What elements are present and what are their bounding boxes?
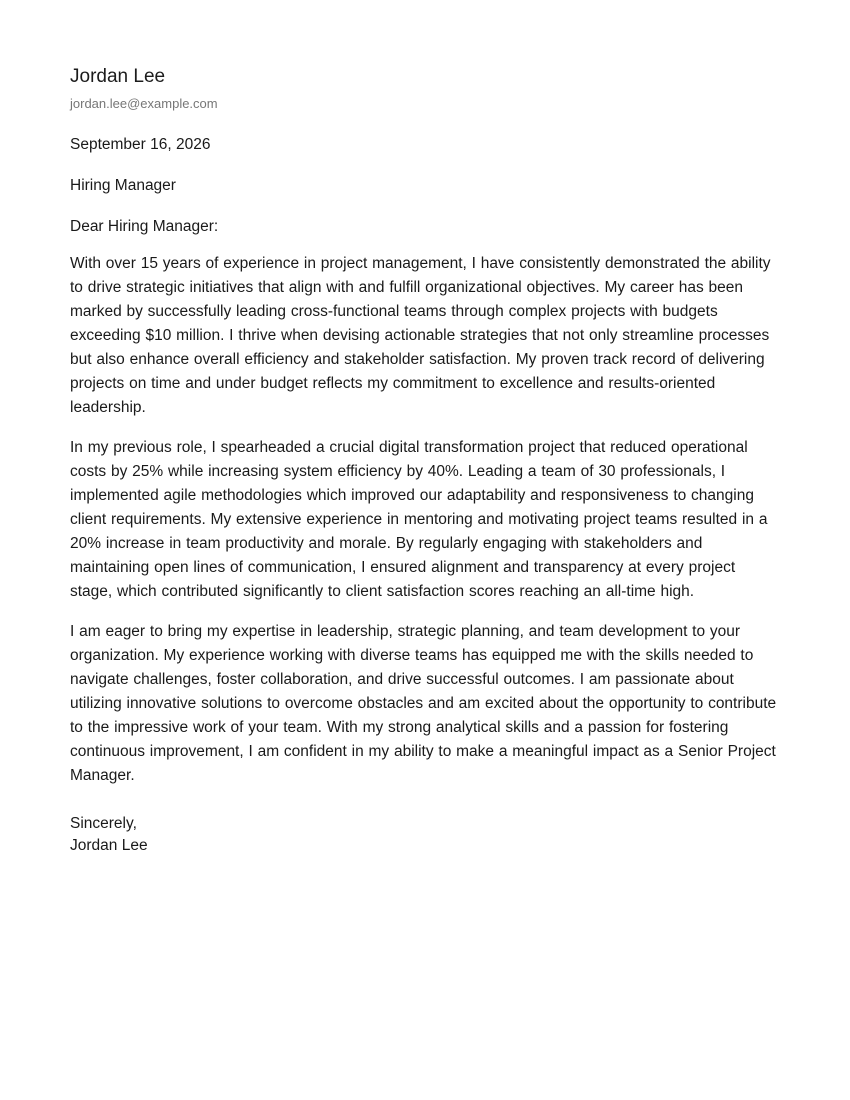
letter-date: September 16, 2026 (70, 136, 211, 153)
sender-header (70, 66, 780, 112)
signature-name: Jordan Lee (70, 837, 148, 854)
letter-body (70, 252, 780, 788)
recipient: Hiring Manager (70, 177, 176, 194)
body-paragraph: In my previous role, I spearheaded a crucial digital transformation project that reduced operational costs by 25% while increasing system efficiency by 40%. Leading a team of 30 professionals, I implemented agile methodologies which improved our adaptability and responsiveness to changing client requirements. My extensive experience in mentoring and motivating project teams resulted in a 20% increase in team productivity and morale. By regularly engaging with stakeholders and maintaining open lines of communication, I ensured alignment and transparency at every project stage, which contributed significantly to client satisfaction scores reaching an all-time high. (70, 439, 768, 600)
sender-name: Jordan Lee (70, 66, 166, 87)
body-paragraph: I am eager to bring my expertise in leadership, strategic planning, and team development to your organization. My experience working with diverse teams has equipped me with the skills needed to navigate challenges, foster collaboration, and drive successful outcomes. I am passionate about utilizing innovative solutions to overcome obstacles and am excited about the opportunity to contribute to the impressive work of your team. With my strong analytical skills and a passion for fostering continuous improvement, I am confident in my ability to make a meaningful impact as a Senior Project Manager. (70, 623, 777, 784)
sender-email: jordan.lee@example.com (70, 96, 218, 111)
salutation: Dear Hiring Manager: (70, 218, 219, 235)
closing: Sincerely, (70, 815, 137, 832)
body-paragraph: With over 15 years of experience in project management, I have consistently demonstrated the ability to drive strategic initiatives that align with and fulfill organizational objectives. My career has been marked by successfully leading cross-functional teams through complex projects with budgets exceeding $10 million. I thrive when devising actionable strategies that not only streamline processes but also enhance overall efficiency and stakeholder satisfaction. My proven track record of delivering projects on time and under budget reflects my commitment to excellence and results-oriented leadership. (70, 255, 771, 416)
